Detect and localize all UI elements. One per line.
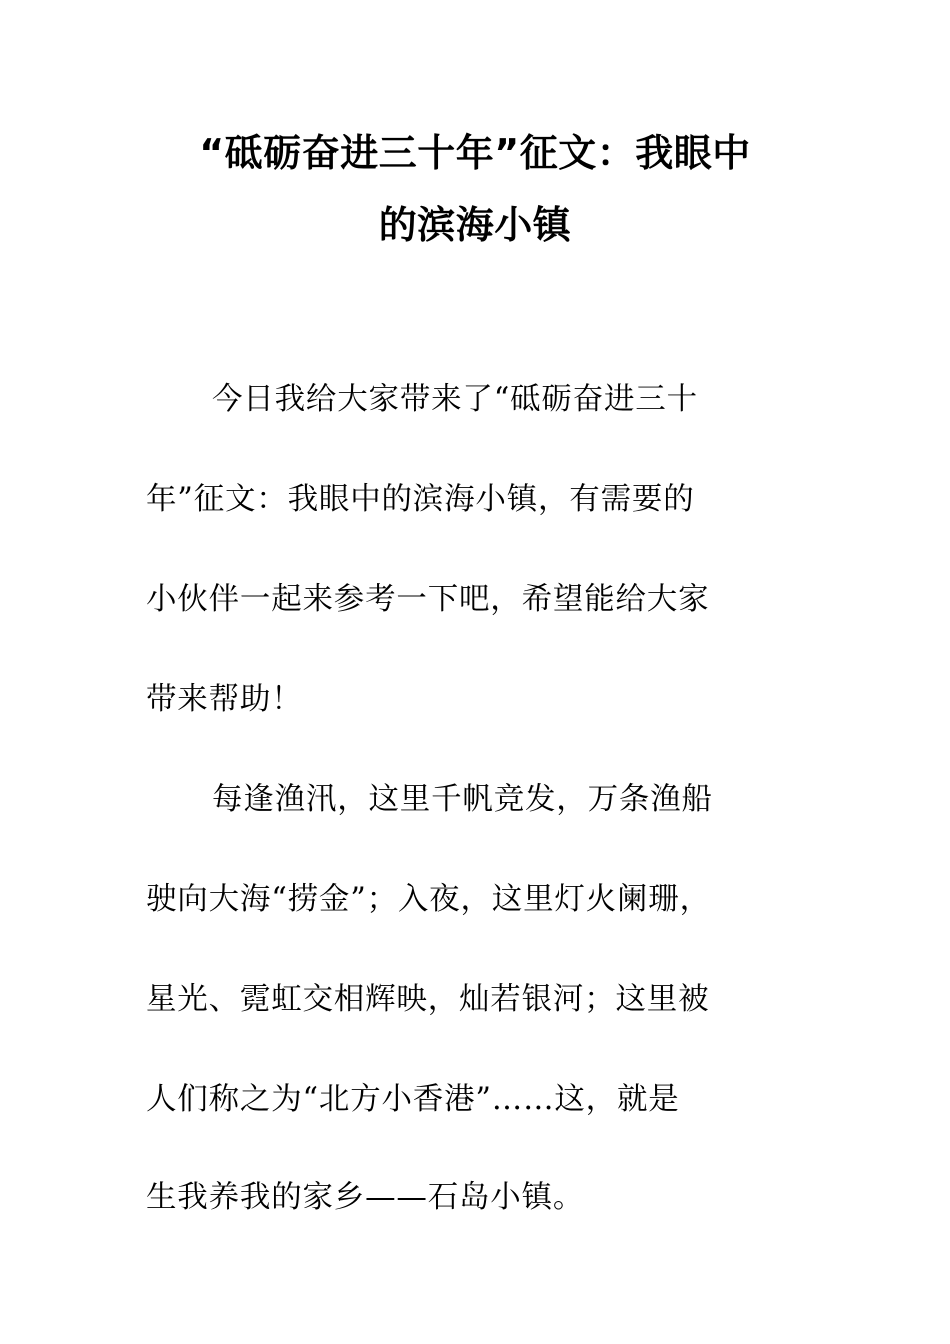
document-title-line-1: “砥砺奋进三十年”征文：我眼中	[199, 131, 751, 175]
paragraph-2-line-5: 生我养我的家乡——石岛小镇。	[146, 1180, 585, 1215]
paragraph-2-line-4: 人们称之为“北方小香港”……这，就是	[146, 1082, 680, 1117]
paragraph-2-line-1: 每逢渔汛，这里千帆竞发，万条渔船	[212, 782, 713, 817]
paragraph-1-line-1: 今日我给大家带来了“砥砺奋进三十	[212, 382, 698, 417]
paragraph-2-line-3: 星光、霓虹交相辉映，灿若银河；这里被	[146, 982, 710, 1017]
paragraph-2-line-2: 驶向大海“捞金”；入夜，这里灯火阑珊，	[146, 882, 711, 917]
document-title-line-2: 的滨海小镇	[378, 203, 572, 247]
paragraph-1-line-4: 带来帮助！	[146, 682, 303, 717]
paragraph-1-line-3: 小伙伴一起来参考一下吧，希望能给大家	[146, 582, 710, 617]
paragraph-1-line-2: 年”征文：我眼中的滨海小镇，有需要的	[146, 482, 695, 517]
